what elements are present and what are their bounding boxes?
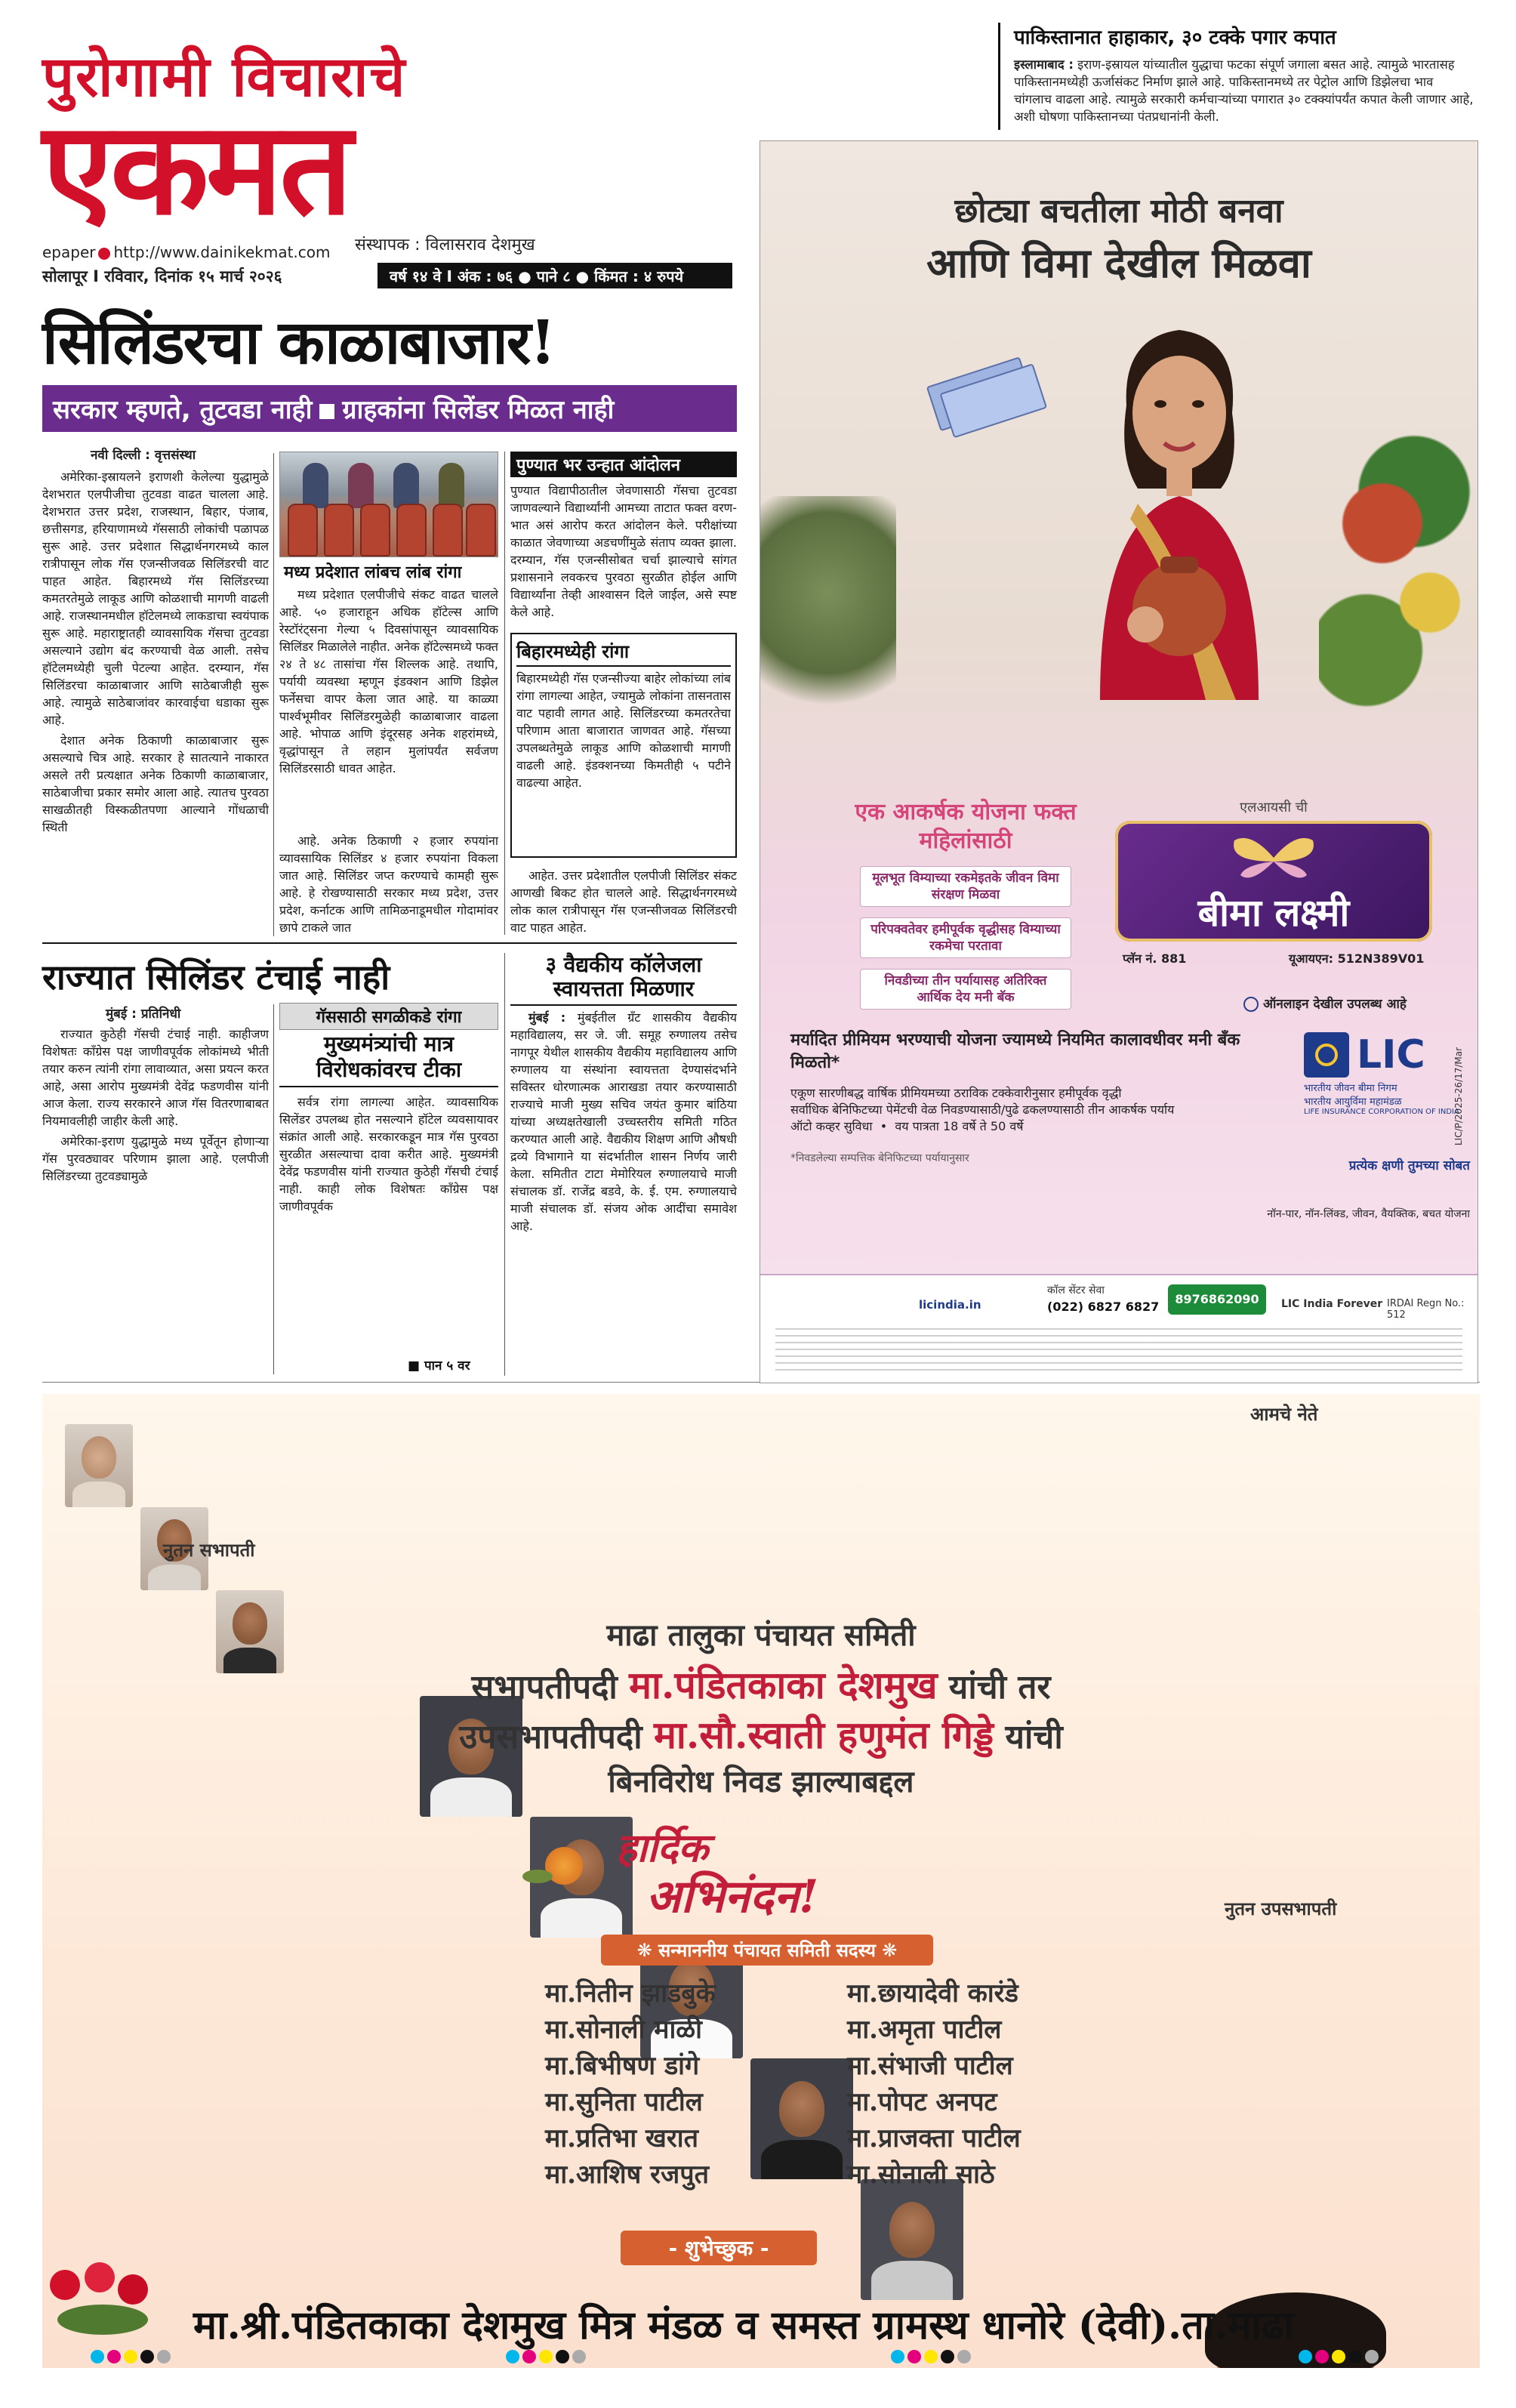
flower-icon [522, 1832, 613, 1907]
member-name: मा.प्रतिभा खरात [545, 2123, 698, 2154]
photo-cylinder [396, 504, 427, 557]
member-name: मा.सोनाली माळी [545, 2015, 702, 2045]
felicitation-advertisement [42, 1394, 1480, 2368]
plan-types: नॉन-पार, नॉन-लिंक्ड, जीवन, वैयक्तिक, बचत योजना [1267, 1208, 1470, 1220]
members-right-list [847, 1975, 1164, 2193]
column-rule [273, 1004, 274, 1374]
footer-banner [42, 2277, 1480, 2353]
pune-box-head: पुण्यात भर उन्हात आंदोलन [510, 452, 737, 477]
bima-small-label: एलआयसी ची [1240, 800, 1308, 816]
bihar-box-text: बिहारमध्येही गॅस एजन्सीज्या बाहेर लोकांच्या लांब रांगा लागल्या आहेत, ज्यामुळे लोकांना तासनतास वाट पहावी लागत आहे. सिलिंडरच्या कमतरतेचा परिणाम आता बाजारात जाणवत आहे. गॅसच्या उपलब्धतेमुळे लाकूड आणि कोळशाची मागणी वाढली आहे. इंडक्शनच्या किमतीही ५ पटीने वाढल्या आहेत. [516, 671, 731, 790]
story2-byline: मुंबई : प्रतिनिधी [106, 1007, 181, 1022]
whatsapp-number[interactable]: 8976862090 [1168, 1284, 1266, 1315]
new-chairman-label: नुतन सभापती [163, 1540, 255, 1561]
story2-col1-text: राज्यात कुठेही गॅसची टंचाई नाही. काहीजण विशेषतः काँग्रेस पक्ष जाणीवपूर्वक लोकांमध्ये भीती तयार करुन त्यांनी रांगा लावाव्यात, असा प्रयत्न करत आहे, असा आरोप मुख्यमंत्री देवेंद्र फडणवीस यांनी आज केला. राज्य सरकारने आज गॅस वितरणाबाबत नियमावलीही जाहीर केली आहे. [42, 1027, 269, 1128]
photo-caption: मध्य प्रदेशात लांबच लांब रांगा [284, 563, 462, 582]
brief-text: इराण-इस्रायल यांच्यातील युद्धाचा फटका संपूर्ण जगाला बसत आहे. त्यामुळे भारतासह पाकिस्तानमध्येही ऊर्जासंकट निर्माण झाले आहे. पाकिस्तानमध्ये तर पेट्रोल आणि डिझेलचा भाव चांगलाच वाढला आहे. त्यामुळे सरकारी कर्मचाऱ्यांच्या पगारात ३० टक्क्यांपर्यंत कपात केली जाणार आहे, अशी घोषणा पाकिस्तानच्या पंतप्रधानांनी केली. [1014, 57, 1474, 124]
uin-number: यूआयएन: 512N389V01 [1289, 951, 1425, 966]
butterfly-icon [1228, 831, 1319, 884]
benefit-item: निवडीच्या तीन पर्यायासह अतिरिक्त आर्थिक देय मनी बॅक [860, 969, 1071, 1010]
lead-photo [279, 452, 498, 557]
member-name: मा.सोनाली साठे [847, 2160, 995, 2190]
leaders-label: आमचे नेते [1250, 1404, 1318, 1425]
fel-line3 [42, 1708, 1480, 1759]
section-divider [42, 942, 737, 944]
pune-box [510, 452, 737, 636]
website-link[interactable]: http://www.dainikekmat.com [113, 243, 331, 261]
member-name: मा.प्राजक्ता पाटील [847, 2123, 1021, 2154]
online-text: ऑनलाइन देखील उपलब्ध आहे [1263, 997, 1407, 1012]
story2-column-2 [279, 1093, 498, 1353]
lic-logo-text: LIC [1357, 1032, 1425, 1078]
disclaimer-fine-text [775, 1328, 1462, 1374]
vice-chairman-name: मा.सौ.स्वाती हणुमंत गिड्डे [653, 1713, 994, 1757]
lead-col2-text: मध्य प्रदेशात एलपीजीचे संकट वाढत चालले आहे. ५० हजाराहून अधिक हॉटेल्स आणि रेस्टॉरंट्सना गेल्या ५ दिवसांपासून व्यावसायिक सिलिंडर मिळालेले नाहीत. अनेक हॉटेल्समध्ये फक्त २४ ते ४८ तासांचा गॅस शिल्लक आहे. तथापि, पर्यायी व्यवस्था म्हणून इंडक्शन आणि डिझेल फर्नेसचा वापर केला जात आहे. या काळ्या पार्श्वभूमीवर सिलिंडरमुळेही काळाबाजार वाढला आहे. भोपाळ आणि इंदूरसह अनेक शहरांमध्ये, वृद्धांपासून ते लहान मुलांपर्यंत सर्वजण सिलिंडरसाठी धावत आहेत. [279, 587, 498, 775]
fel-line3a: उपसभापतीपदी [459, 1718, 654, 1756]
lead-col2b-text: आहे. अनेक ठिकाणी २ हजार रुपयांना व्यावसायिक सिलिंडर ४ हजार रुपयांना विकला जात आहे. सिलिंडर जप्त करण्याचे कामही सुरू आहे. हे रोखण्यासाठी सरकार मध्य प्रदेश, उत्तर प्रदेश, कर्नाटक आणि तामिळनाडूमधील गोदामांवर छापे टाकले जात [279, 834, 498, 935]
photo-cylinder [433, 504, 463, 557]
bima-lakshmi-badge [1115, 821, 1432, 942]
story3-text: मुंबईतील ग्रँट शासकीय वैद्यकीय महाविद्यालय, सर जे. जी. समूह रुग्णालय तसेच नागपूर येथील शासकीय वैद्यकीय महाविद्यालय आणि रुग्णालय या संस्थांना स्वायत्तता देण्यासंदर्भाने सविस्तर धोरणात्मक आराखडा तयार करण्यासाठी राज्याचे माजी मुख्य सचिव जयंत कुमार बांठिया यांच्या अध्यक्षतेखाली उच्चस्तरीय समिती गठित करण्यात आली आहे. वैद्यकीय शिक्षण आणि औषधी द्रव्ये विभागाने या संदर्भातील शासन निर्णय जारी केला. समितीत टाटा मेमोरियल रुग्णालयाचे माजी संचालक डॉ. राजेंद्र बडवे, के. ई. एम. रुग्णालयाचे माजी संचालक डॉ. संजय ओक आदींचा समावेश आहे. [510, 1010, 737, 1233]
wishers-label: - शुभेच्छुक - [621, 2231, 817, 2265]
fel-line4: बिनविरोध निवड झाल्याबद्दल [608, 1764, 914, 1799]
column-rule [504, 452, 505, 935]
brief-headline: पाकिस्तानात हाहाकार, ३० टक्के पगार कपात [1014, 26, 1336, 49]
new-vice-label: नुतन उपसभापती [1225, 1898, 1337, 1919]
story2-headline: राज्यात सिलिंडर टंचाई नाही [42, 957, 390, 997]
lead-col1-text: अमेरिका-इस्रायलने इराणशी केलेल्या युद्धामुळे देशभरात एलपीजीचा तुटवडा वाढत चालला आहे. देशभरात उत्तर प्रदेश, राजस्थान, बिहार, पंजाब, छत्तीसगड, हरियाणामध्ये गॅससाठी लोकांची पळापळ सुरू आहे. उत्तर प्रदेशात सिद्धार्थनगरमध्ये काल रात्रीपासून लोक गॅस एजन्सीजवळ सिलिंडरची वाट पाहत आहेत. बिहारमध्ये गॅस सिलिंडरच्या कमतरतेमुळे लाकूड आणि कोळशाची मागणी वाढली आहे. राजस्थानमधील हॉटेलमध्ये लाकडाचा स्वयंपाक सुरू आहे. महाराष्ट्रातही व्यावसायिक गॅसचा तुटवडा असल्याने उद्योग बंद करण्याची वेळ आली. तसेच हॉटेलमध्येही चुली पेटल्या आहेत. दरम्यान, गॅस सिलिंडरचा काळाबाजार आणि साठेबाजीही सुरू आहे. त्यामुळे साठेबाजांवर कारवाईचा धडाका सुरू आहे. [42, 470, 269, 727]
lead-headline: सिलिंडरचा काळाबाजार! [42, 307, 555, 378]
call-center-number[interactable]: (022) 6827 6827 [1047, 1300, 1160, 1314]
photo-cylinder [288, 504, 318, 557]
yojana-tag: एक आकर्षक योजना फक्त महिलांसाठी [855, 799, 1077, 854]
deck-left: सरकार म्हणते, तुटवडा नाही [53, 395, 313, 425]
greeting [616, 1824, 994, 1921]
story2-column-1 [42, 1025, 269, 1373]
members-left-list [545, 1975, 847, 2193]
photo-cylinder [324, 504, 354, 557]
footer-text: मा.श्री.पंडितकाका देशमुख मित्र मंडळ व समस्त ग्रामस्थ धानोरे (देवी).ता.माढा [193, 2302, 1294, 2348]
benefit-item: परिपक्वतेवर हमीपूर्वक वृद्धीसह विम्याच्या रकमेचा परतावा [860, 917, 1071, 958]
story3-dateline: मुंबई : [528, 1010, 566, 1025]
lead-column-2b [279, 832, 498, 939]
epaper-label: epaper [42, 243, 96, 261]
column-rule [504, 953, 505, 1376]
lead-column-2 [279, 586, 498, 828]
lead-column-3b [510, 867, 737, 939]
benefit-item: मूलभूत विम्याच्या रकमेइतके जीवन विमा संरक्षण मिळवा [860, 866, 1071, 907]
masthead-logo: एकमत [42, 93, 350, 244]
lic-ad-line1: छोट्या बचतीला मोठी बनवा [954, 192, 1283, 230]
story2-col2-text: सर्वत्र रांगा लागल्या आहेत. व्यावसायिक सिलेंडर उपलब्ध होत नसल्याने हॉटेल व्यवसायावर संक्रांत आली आहे. सरकारकडून मात्र गॅस पुरवठा सुरळीत असल्याचा दावा करीत आहे. मुख्यमंत्री देवेंद्र फडणवीस यांनी राज्यात कुठेही गॅसची टंचाई नाही. काही लोक विशेषतः काँग्रेस पक्ष जाणीवपूर्वक [279, 1095, 498, 1213]
greeting-word2: अभिनंदन! [646, 1870, 819, 1923]
lead-col1b-text: देशात अनेक ठिकाणी काळाबाजार सुरू असल्याचे चित्र आहे. सरकार हे सातत्याने नाकारत असले तरी प्रत्यक्षात अनेक ठिकाणी काळाबाजार, साठेबाजीचा प्रकार समोर आला आहे. त्यातच पुरवठा साखळीतही विस्कळीतपणा आल्याने गोंधळाची स्थिती [42, 733, 269, 834]
fel-line2c: यांची तर [937, 1668, 1051, 1707]
founder-line: संस्थापक : विलासराव देशमुख [355, 236, 535, 254]
lic-slogan: प्रत्येक क्षणी तुमच्या सोबत [1348, 1158, 1470, 1173]
money-back-note: मर्यादित प्रीमियम भरण्याची योजना ज्यामध्ये नियमित कालावधीवर मनी बँक मिळतो* [790, 1031, 1240, 1072]
brief-news [998, 23, 1474, 130]
fel-line2a: सभापतीपदी [471, 1668, 630, 1707]
call-center-label: कॉल सेंटर सेवा [1047, 1284, 1105, 1296]
photo-cylinder [360, 504, 390, 557]
issue-info-bar: वर्ष १४ वे I अंक : ७६ ● पाने ८ ● किंमत : ४ रुपये [377, 263, 732, 288]
feature-point: ऑटो कव्हर सुविधा [790, 1119, 873, 1133]
continued-page: ■ पान ५ वर [408, 1358, 470, 1374]
lic-model-illustration [1055, 307, 1304, 700]
lead-col3b-text: आहेत. उत्तर प्रदेशातील एलपीजी सिलिंडर संकट आणखी बिकट होत चालले आहे. सिद्धार्थनगरमध्ये लोक काल रात्रीपासून गॅस एजन्सीजवळ सिलिंडरची वाट पाहत आहेत. [510, 868, 737, 935]
social-handle[interactable]: LIC India Forever [1281, 1298, 1383, 1310]
vegetables-decoration [1319, 428, 1477, 745]
age-eligibility: वय पात्रता 18 वर्षे ते 50 वर्षे [895, 1119, 1024, 1133]
lic-english-name: LIFE INSURANCE CORPORATION OF INDIA [1304, 1108, 1459, 1116]
member-name: मा.आशिष रजपुत [545, 2160, 709, 2190]
fel-line2 [42, 1658, 1480, 1710]
fel-line3c: यांची [994, 1718, 1063, 1756]
benefits-list [860, 866, 1071, 1010]
registration-marks [1299, 2350, 1382, 2365]
pune-box-text: पुण्यात विद्यापीठातील जेवणासाठी गॅसचा तुटवडा जाणवल्याने विद्यार्थ्यांनी आमच्या ताटात फक्त वरण-भात असं आरोप करत आंदोलन केले. परीक्षांच्या काळात जेवणाच्या अडचणींमुळे संताप व्यक्त झाला. दरम्यान, गॅस एजन्सीसोबत चर्चा झाल्याचे सांगत प्रशासनाने लवकरच पुरवठा सुरळीत होईल आणि विद्यार्थ्यांना तेव्ही आश्वासन दिले जाईल, असे स्पष्ट केले आहे. [510, 483, 737, 619]
lic-website[interactable]: licindia.in [919, 1298, 981, 1312]
lic-contact-strip [760, 1274, 1477, 1383]
registration-marks [506, 2350, 589, 2365]
lead-deck [42, 385, 737, 432]
bihar-box-head: बिहारमध्येही रांगा [516, 639, 731, 667]
photo-person [439, 463, 464, 508]
story2-kicker: गॅससाठी सगळीकडे रांगा [279, 1003, 498, 1030]
photo-cylinder [466, 504, 496, 557]
bima-lakshmi-name: बीमा लक्ष्मी [1197, 891, 1350, 935]
lic-emblem-icon [1304, 1032, 1349, 1078]
registration-marks [891, 2350, 974, 2365]
brief-dateline: इस्लामाबाद : [1014, 57, 1074, 72]
lic-advertisement [760, 140, 1478, 1383]
deck-right: ग्राहकांना सिलेंडर मिळत नाही [342, 395, 615, 425]
plant-decoration [760, 496, 896, 738]
epaper-icon [98, 248, 110, 260]
member-name: मा.नितीन झाडबुके [545, 1978, 716, 2009]
masthead-tagline: पुरोगामी विचाराचे [42, 45, 407, 109]
globe-icon [1243, 997, 1259, 1012]
online-available [1243, 994, 1470, 1012]
leader-portrait [65, 1424, 133, 1507]
lic-marathi-name: भारतीय आयुर्विमा महामंडळ [1304, 1096, 1402, 1108]
feature-points: एकूण सारणीबद्ध वार्षिक प्रीमियमच्या ठराविक टक्केवारीनुसार हमीपूर्वक वृद्धी सर्वाधिक बेनिफिटच्या पेमेंटची वेळ निवडण्यासाठी/पुढे ढकलण्यासाठी तीन आकर्षक पर्याय ऑटो कव्हर सुविधा • वय पात्रता 18 वर्षे ते 50 वर्षे [790, 1085, 1289, 1135]
member-name: मा.बिभीषण डांगे [545, 2051, 700, 2081]
feature-point: सर्वाधिक बेनिफिटच्या पेमेंटची वेळ निवडण्यासाठी/पुढे ढकलण्यासाठी तीन आकर्षक पर्याय [790, 1102, 1175, 1117]
member-name: मा.पोपट अनपट [847, 2087, 997, 2117]
column-rule [273, 453, 274, 936]
ad-code: LIC/P/2025-26/17/Mar [1453, 1047, 1464, 1145]
photo-person [393, 463, 419, 508]
photo-person [348, 463, 374, 508]
member-name: मा.संभाजी पाटील [847, 2051, 1013, 2081]
lead-byline: नवी दिल्ली : वृत्तसंस्था [91, 448, 196, 463]
story2-col1b-text: अमेरिका-इराण युद्धामुळे मध्य पूर्वेतून होणाऱ्या गॅस पुरवठ्यावर परिणाम झाला आहे. एलपीजी सिलिंडरच्या तुटवड्यामुळे [42, 1134, 269, 1183]
dateline: सोलापूर I रविवार, दिनांक १५ मार्च २०२६ [42, 267, 282, 285]
registration-marks [91, 2350, 174, 2365]
lic-ad-line2: आणि विमा देखील मिळवा [926, 239, 1311, 287]
bihar-box [510, 633, 737, 858]
members-heading: ❋ सन्माननीय पंचायत समिती सदस्य ❋ [601, 1935, 933, 1966]
photo-person [303, 463, 328, 508]
lic-hindi-name: भारतीय जीवन बीमा निगम [1304, 1083, 1397, 1094]
story3-headline: ३ वैद्यकीय कॉलेजला स्वायत्तता मिळणार [510, 953, 737, 1006]
brief-body [1014, 56, 1474, 125]
feature-point: एकूण सारणीबद्ध वार्षिक प्रीमियमच्या ठराविक टक्केवारीनुसार हमीपूर्वक वृद्धी [790, 1086, 1122, 1100]
member-name: मा.छायादेवी कारंडे [847, 1978, 1018, 2009]
member-name: मा.अमृता पाटील [847, 2015, 1002, 2045]
greeting-word1: हार्दिक [616, 1825, 709, 1871]
lic-logo-block [1304, 1032, 1474, 1138]
member-name: मा.सुनिता पाटील [545, 2087, 703, 2117]
fine-print: *निवडलेल्या सम्पत्तिक बेनिफिटच्या पर्यायानुसार [790, 1152, 969, 1164]
currency-notes-icon [926, 352, 1055, 452]
story3-body [510, 1009, 737, 1371]
lead-column-1 [42, 468, 269, 951]
irdai-registration: IRDAI Regn No.: 512 [1387, 1298, 1465, 1321]
square-bullet-icon [319, 404, 334, 419]
chairman-name: मा.पंडितकाका देशमुख [629, 1663, 938, 1707]
epaper-line [42, 243, 331, 261]
plan-number: प्लॅन नं. 881 [1123, 951, 1187, 966]
story2-subhead: मुख्यमंत्र्यांची मात्र विरोधकांवरच टीका [279, 1031, 498, 1087]
fel-line1: माढा तालुका पंचायत समिती [606, 1617, 916, 1653]
